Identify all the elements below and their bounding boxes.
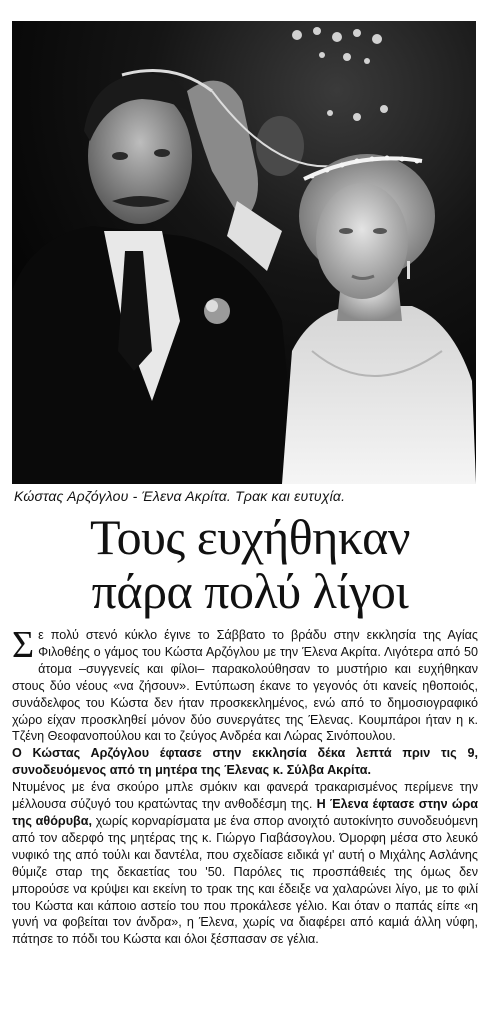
paragraph-3-start: Ντυμένος με ένα σκούρο μπλε σμόκιν και φανερά τρακαρισμένος περίμενε την μέλλουσα σύζυγό του κρατώντας την ανθοδέσμη της. [12,780,478,812]
photo-caption: Κώστας Αρζόγλου - Έλενα Ακρίτα. Τρακ και ευτυχία. [14,488,346,504]
paragraph-1-text: ε πολύ στενό κύκλο έγινε το Σάββατο το βράδυ στην εκκλησία της Αγίας Φιλοθέης ο γάμος του Κώστα Αρζόγλου με την Έλενα Ακρίτα. Λιγότερα από 50 άτομα –συγγενείς και φίλοι– παρακολούθησαν το μυστήριο και ευχήθηκαν στους δύο νέους «να ζήσουν». Εντύπωση έκανε το γεγονός ότι κανείς ηθοποιός, συνάδελφος του Κώστα δεν ήταν προσκεκλημένος, ενώ από το δημοσιογραφικό χώρο είχαν προσκληθεί μόνον δύο συνεργάτες της Έλενας. Κουμπάροι ήταν η κ. Τζένη Θεοφανοπούλου και το ζεύγος Ανδρέα και Λώρας Σινόπουλου. [12,628,478,744]
article-body [12,624,479,948]
headline-line-2: πάρα πολύ λίγοι [91,563,409,619]
paragraph-3-bold: Η Έλενα έφτασε στην ώρα της αθόρυβα, [12,797,479,828]
paragraph-3-end: χωρίς κορναρίσματα με ένα σπορ ανοιχτό αυτοκίνητο συνοδευόμενη από τον αδερφό της μητέρας της κ. Γιώργο Γιαβάσογλου. Όμορφη μέσα στο λευκό νυφικό της από τούλι και δαντέλα, που σχεδίασε ειδικά γι' αυτή ο Μιχάλης Ασλάνης θύμιζε σταρ της δεκαετίας του '50. Παρόλες τις προσπάθειές της όμως δεν μπορούσε να κρύψει και εκείνη το τρακ της και έδειξε να χαλαρώνει λίγο, με το φιλί του Κώστα και κάποιο αστείο του που προκάλεσε γέλιο. Και όταν ο παπάς είπε «η γυνή να φοβείται τον άνδρα», η Έλενα, χωρίς να διαφέρει από καμιά άλλη νύφη, πάτησε το πόδι του Κώστα και όλοι ξέσπασαν σε γέλια. [12,813,478,947]
headline-line-1: Τους ευχήθηκαν [90,509,410,565]
headline [0,510,500,618]
paragraph-3 [12,779,478,948]
wedding-photo [12,21,476,484]
paragraph-1 [12,624,478,745]
paragraph-2: Ο Κώστας Αρζόγλου έφτασε στην εκκλησία δέκα λεπτά πριν τις 9, συνοδευόμενος από τη μητέρα της Έλενας κ. Σύλβα Ακρίτα. [12,746,478,778]
drop-cap: Σ [12,624,35,666]
